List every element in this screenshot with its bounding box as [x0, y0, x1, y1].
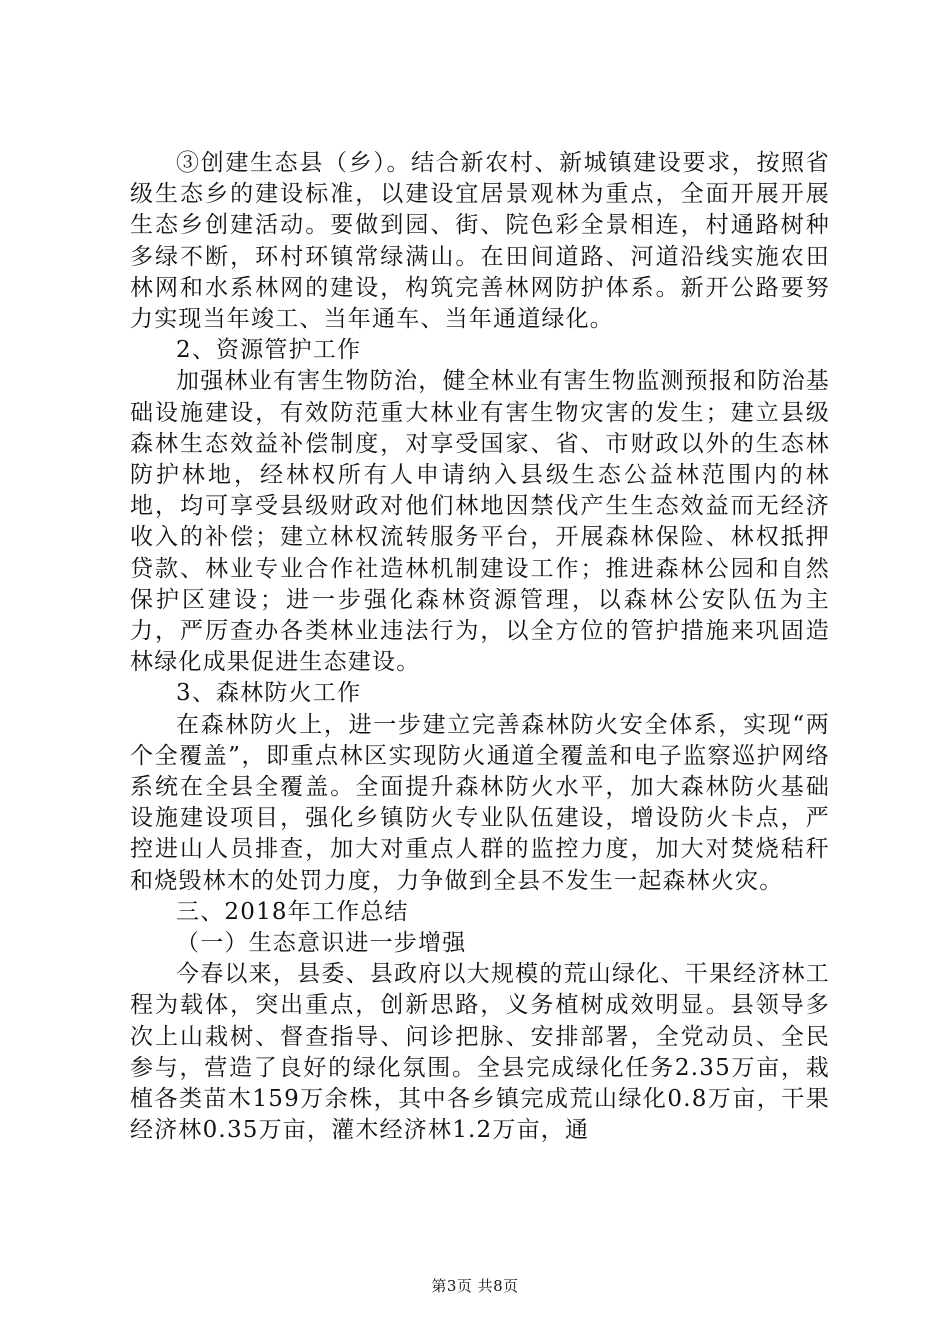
document-body: [130, 148, 830, 1147]
paragraph-resource-protection: 加强林业有害生物防治，健全林业有害生物监测预报和防治基础设施建设，有效防范重大林业有害生物灾害的发生；建立县级森林生态效益补偿制度，对享受国家、省、市财政以外的生态林防护林地，经林权所有人申请纳入县级生态公益林范围内的林地，均可享受县级财政对他们林地因禁伐产生生态效益而无经济收入的补偿；建立林权流转服务平台，开展森林保险、林权抵押贷款、林业专业合作社造林机制建设工作；推进森林公园和自然保护区建设；进一步强化森林资源管理，以森林公安队伍为主力，严厉查办各类林业违法行为，以全方位的管护措施来巩固造林绿化成果促进生态建设。: [130, 368, 830, 676]
paragraph-eco-awareness: 今春以来，县委、县政府以大规模的荒山绿化、干果经济林工程为载体，突出重点，创新思路，义务植树成效明显。县领导多次上山栽树、督查指导、问诊把脉、安排部署，全党动员、全民参与，营造了良好的绿化氛围。全县完成绿化任务2.35万亩，栽植各类苗木159万余株，其中各乡镇完成荒山绿化0.8万亩，干果经济林0.35万亩，灌木经济林1.2万亩，通: [130, 961, 830, 1144]
paragraph-fire-prevention: 在森林防火上，进一步建立完善森林防火安全体系，实现“两个全覆盖”，即重点林区实现防火通道全覆盖和电子监察巡护网络系统在全县全覆盖。全面提升森林防火水平，加大森林防火基础设施建设项目，强化乡镇防火专业队伍建设，增设防火卡点，严控进山人员排查，加大对重点人群的监控力度，加大对焚烧秸秆和烧毁林木的处罚力度，力争做到全县不发生一起森林火灾。: [130, 711, 830, 894]
page-number-footer: 第3页 共8页: [431, 1277, 519, 1295]
heading-resource-protection: 2、资源管护工作: [176, 337, 362, 364]
heading-2018-summary: 三、2018年工作总结: [176, 898, 409, 925]
heading-eco-awareness: （一）生态意识进一步增强: [176, 930, 467, 957]
heading-fire-prevention: 3、森林防火工作: [176, 680, 362, 707]
paragraph-eco-county: ③创建生态县（乡）。结合新农村、新城镇建设要求，按照省级生态乡的建设标准，以建设宜居景观林为重点，全面开展开展生态乡创建活动。要做到园、街、院色彩全景相连，村通路树种多绿不断，环村环镇常绿满山。在田间道路、河道沿线实施农田林网和水系林网的建设，构筑完善林网防护体系。新开公路要努力实现当年竣工、当年通车、当年通道绿化。: [130, 150, 830, 333]
